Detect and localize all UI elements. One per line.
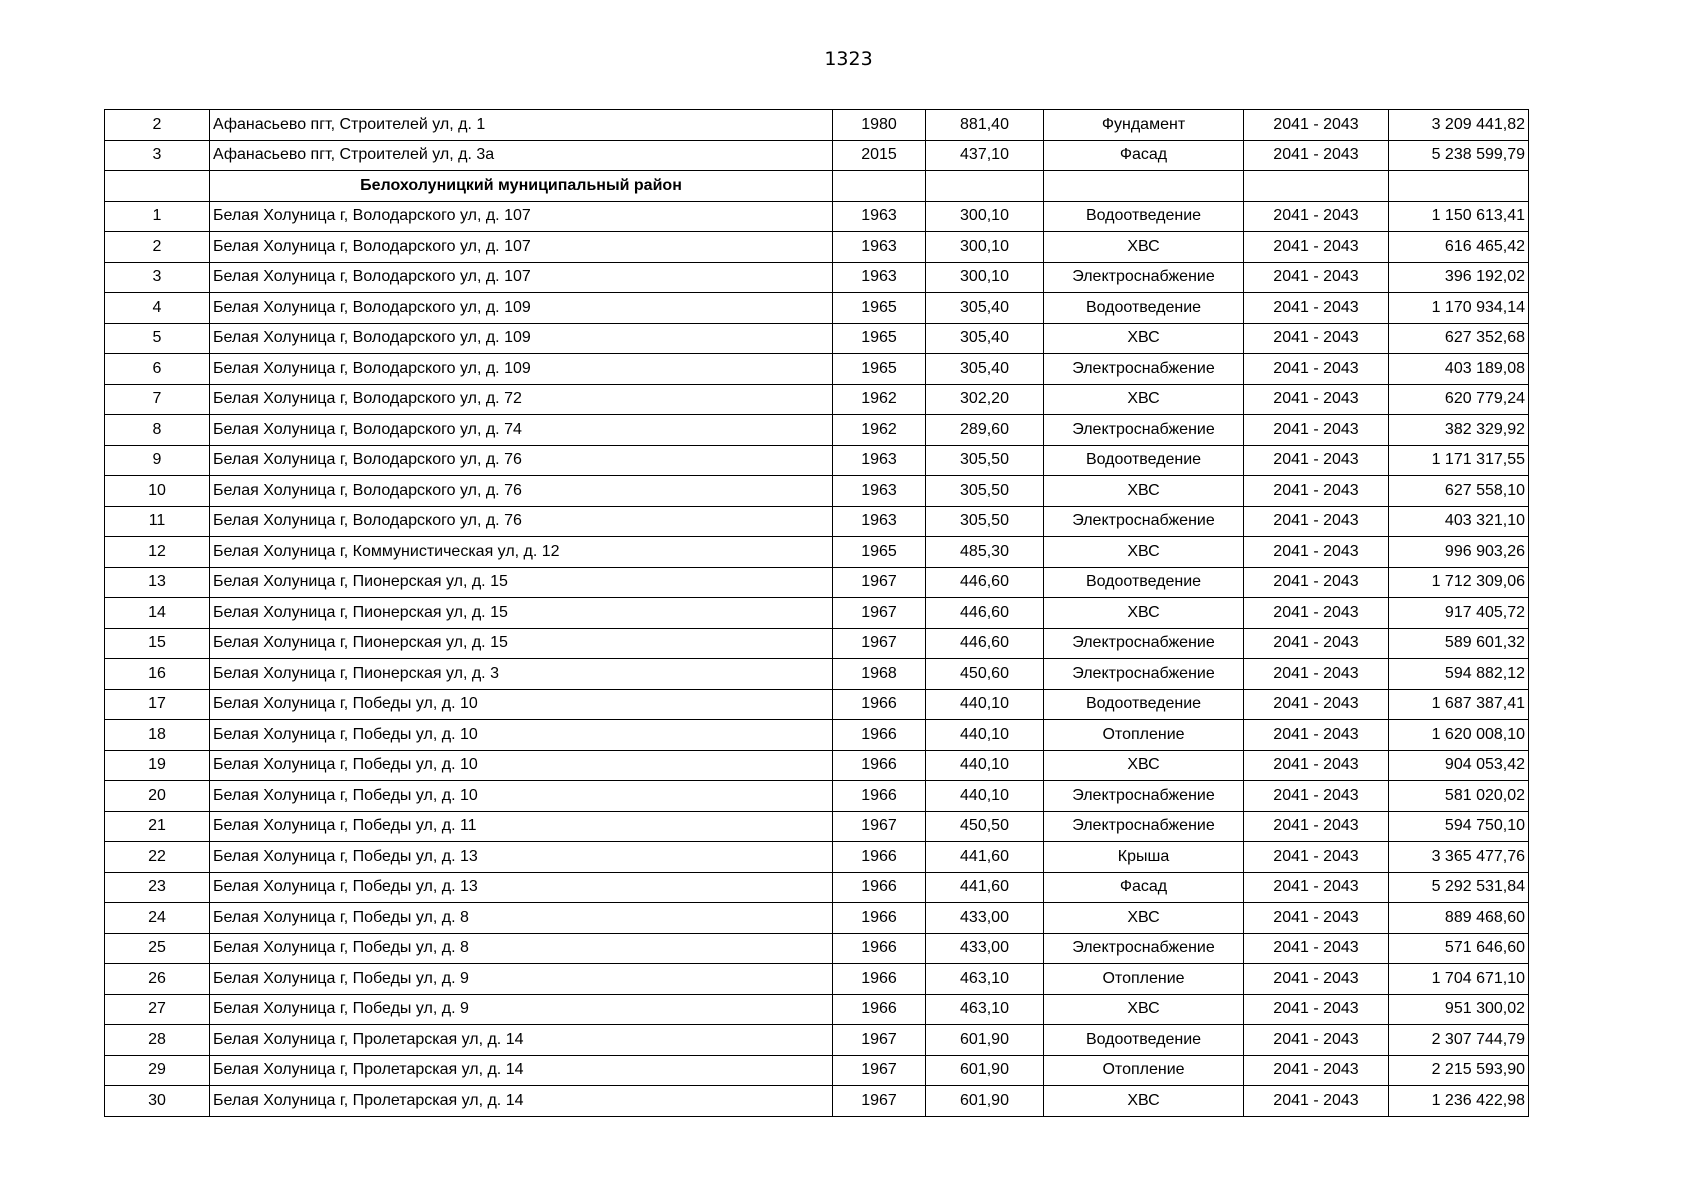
period-cell: 2041 - 2043 bbox=[1244, 598, 1389, 629]
work-type-cell: Крыша bbox=[1044, 842, 1244, 873]
address-cell: Белая Холуница г, Победы ул, д. 8 bbox=[210, 933, 833, 964]
row-number-cell: 1 bbox=[105, 201, 210, 232]
work-type-cell: Электроснабжение bbox=[1044, 933, 1244, 964]
work-type-cell: ХВС bbox=[1044, 598, 1244, 629]
table-row bbox=[105, 720, 1529, 751]
row-number-cell: 5 bbox=[105, 323, 210, 354]
build-year-cell: 1963 bbox=[833, 262, 926, 293]
row-number-cell: 6 bbox=[105, 354, 210, 385]
table-row bbox=[105, 537, 1529, 568]
build-year-cell: 1966 bbox=[833, 933, 926, 964]
period-cell: 2041 - 2043 bbox=[1244, 262, 1389, 293]
area-cell: 440,10 bbox=[926, 781, 1044, 812]
build-year-cell: 1965 bbox=[833, 293, 926, 324]
build-year-cell: 1962 bbox=[833, 415, 926, 446]
table-row bbox=[105, 323, 1529, 354]
work-type-cell: Электроснабжение bbox=[1044, 781, 1244, 812]
row-number-cell: 8 bbox=[105, 415, 210, 446]
build-year-cell: 1966 bbox=[833, 994, 926, 1025]
row-number-cell: 14 bbox=[105, 598, 210, 629]
table-row bbox=[105, 262, 1529, 293]
row-number-cell: 24 bbox=[105, 903, 210, 934]
row-number-cell: 4 bbox=[105, 293, 210, 324]
address-cell: Белая Холуница г, Пролетарская ул, д. 14 bbox=[210, 1086, 833, 1117]
cost-cell: 403 189,08 bbox=[1389, 354, 1529, 385]
work-type-cell: ХВС bbox=[1044, 537, 1244, 568]
cost-cell: 594 750,10 bbox=[1389, 811, 1529, 842]
period-cell: 2041 - 2043 bbox=[1244, 384, 1389, 415]
area-cell: 437,10 bbox=[926, 140, 1044, 171]
table-row bbox=[105, 110, 1529, 141]
cost-cell: 616 465,42 bbox=[1389, 232, 1529, 263]
period-cell: 2041 - 2043 bbox=[1244, 1086, 1389, 1117]
build-year-cell: 1980 bbox=[833, 110, 926, 141]
work-type-cell: Фасад bbox=[1044, 140, 1244, 171]
work-type-cell: Отопление bbox=[1044, 964, 1244, 995]
row-number-cell: 2 bbox=[105, 110, 210, 141]
area-cell: 446,60 bbox=[926, 567, 1044, 598]
address-cell: Белая Холуница г, Победы ул, д. 10 bbox=[210, 720, 833, 751]
work-type-cell: ХВС bbox=[1044, 994, 1244, 1025]
cost-cell: 627 352,68 bbox=[1389, 323, 1529, 354]
build-year-cell: 1966 bbox=[833, 903, 926, 934]
work-type-cell: Электроснабжение bbox=[1044, 354, 1244, 385]
build-year-cell: 1963 bbox=[833, 445, 926, 476]
address-cell: Белая Холуница г, Пионерская ул, д. 15 bbox=[210, 598, 833, 629]
area-cell: 305,50 bbox=[926, 445, 1044, 476]
area-cell: 463,10 bbox=[926, 994, 1044, 1025]
work-type-cell: ХВС bbox=[1044, 1086, 1244, 1117]
address-cell: Белая Холуница г, Пионерская ул, д. 15 bbox=[210, 628, 833, 659]
work-type-cell: Электроснабжение bbox=[1044, 415, 1244, 446]
build-year-cell: 1968 bbox=[833, 659, 926, 690]
work-type-cell: Фундамент bbox=[1044, 110, 1244, 141]
build-year-cell: 1967 bbox=[833, 1025, 926, 1056]
address-cell: Белая Холуница г, Володарского ул, д. 72 bbox=[210, 384, 833, 415]
address-cell: Белая Холуница г, Победы ул, д. 13 bbox=[210, 842, 833, 873]
period-cell: 2041 - 2043 bbox=[1244, 567, 1389, 598]
address-cell: Белая Холуница г, Победы ул, д. 8 bbox=[210, 903, 833, 934]
period-cell: 2041 - 2043 bbox=[1244, 781, 1389, 812]
area-cell: 300,10 bbox=[926, 262, 1044, 293]
cost-cell: 1 171 317,55 bbox=[1389, 445, 1529, 476]
cost-cell: 396 192,02 bbox=[1389, 262, 1529, 293]
build-year-cell: 1965 bbox=[833, 354, 926, 385]
work-type-cell: Водоотведение bbox=[1044, 1025, 1244, 1056]
address-cell: Белая Холуница г, Пролетарская ул, д. 14 bbox=[210, 1055, 833, 1086]
area-cell: 881,40 bbox=[926, 110, 1044, 141]
period-cell: 2041 - 2043 bbox=[1244, 750, 1389, 781]
row-number-cell: 7 bbox=[105, 384, 210, 415]
row-number-cell: 27 bbox=[105, 994, 210, 1025]
area-cell: 433,00 bbox=[926, 903, 1044, 934]
work-type-cell: ХВС bbox=[1044, 384, 1244, 415]
period-cell: 2041 - 2043 bbox=[1244, 354, 1389, 385]
period-cell: 2041 - 2043 bbox=[1244, 994, 1389, 1025]
section-title: Белохолуницкий муниципальный район bbox=[210, 171, 833, 202]
empty-cell bbox=[105, 171, 210, 202]
row-number-cell: 2 bbox=[105, 232, 210, 263]
area-cell: 440,10 bbox=[926, 720, 1044, 751]
cost-cell: 1 687 387,41 bbox=[1389, 689, 1529, 720]
cost-cell: 2 307 744,79 bbox=[1389, 1025, 1529, 1056]
build-year-cell: 1967 bbox=[833, 567, 926, 598]
row-number-cell: 21 bbox=[105, 811, 210, 842]
build-year-cell: 1963 bbox=[833, 232, 926, 263]
address-cell: Белая Холуница г, Победы ул, д. 10 bbox=[210, 689, 833, 720]
empty-cell bbox=[833, 171, 926, 202]
address-cell: Белая Холуница г, Победы ул, д. 10 bbox=[210, 781, 833, 812]
cost-cell: 581 020,02 bbox=[1389, 781, 1529, 812]
area-cell: 601,90 bbox=[926, 1086, 1044, 1117]
period-cell: 2041 - 2043 bbox=[1244, 842, 1389, 873]
build-year-cell: 1962 bbox=[833, 384, 926, 415]
address-cell: Белая Холуница г, Володарского ул, д. 109 bbox=[210, 293, 833, 324]
row-number-cell: 17 bbox=[105, 689, 210, 720]
table-row bbox=[105, 232, 1529, 263]
period-cell: 2041 - 2043 bbox=[1244, 293, 1389, 324]
cost-cell: 3 365 477,76 bbox=[1389, 842, 1529, 873]
table-row bbox=[105, 1025, 1529, 1056]
table-row bbox=[105, 781, 1529, 812]
period-cell: 2041 - 2043 bbox=[1244, 140, 1389, 171]
row-number-cell: 26 bbox=[105, 964, 210, 995]
work-type-cell: Электроснабжение bbox=[1044, 262, 1244, 293]
address-cell: Афанасьево пгт, Строителей ул, д. 3а bbox=[210, 140, 833, 171]
period-cell: 2041 - 2043 bbox=[1244, 628, 1389, 659]
area-cell: 300,10 bbox=[926, 232, 1044, 263]
table-row bbox=[105, 506, 1529, 537]
row-number-cell: 12 bbox=[105, 537, 210, 568]
area-cell: 446,60 bbox=[926, 628, 1044, 659]
cost-cell: 996 903,26 bbox=[1389, 537, 1529, 568]
address-cell: Белая Холуница г, Володарского ул, д. 107 bbox=[210, 201, 833, 232]
row-number-cell: 16 bbox=[105, 659, 210, 690]
build-year-cell: 1965 bbox=[833, 323, 926, 354]
period-cell: 2041 - 2043 bbox=[1244, 1025, 1389, 1056]
work-type-cell: Водоотведение bbox=[1044, 201, 1244, 232]
period-cell: 2041 - 2043 bbox=[1244, 933, 1389, 964]
work-type-cell: ХВС bbox=[1044, 476, 1244, 507]
row-number-cell: 9 bbox=[105, 445, 210, 476]
row-number-cell: 10 bbox=[105, 476, 210, 507]
period-cell: 2041 - 2043 bbox=[1244, 110, 1389, 141]
area-cell: 305,50 bbox=[926, 506, 1044, 537]
build-year-cell: 1963 bbox=[833, 201, 926, 232]
area-cell: 305,50 bbox=[926, 476, 1044, 507]
cost-cell: 3 209 441,82 bbox=[1389, 110, 1529, 141]
address-cell: Белая Холуница г, Володарского ул, д. 109 bbox=[210, 323, 833, 354]
empty-cell bbox=[1244, 171, 1389, 202]
work-type-cell: ХВС bbox=[1044, 750, 1244, 781]
cost-cell: 589 601,32 bbox=[1389, 628, 1529, 659]
row-number-cell: 15 bbox=[105, 628, 210, 659]
period-cell: 2041 - 2043 bbox=[1244, 445, 1389, 476]
address-cell: Белая Холуница г, Володарского ул, д. 76 bbox=[210, 506, 833, 537]
table-row bbox=[105, 842, 1529, 873]
period-cell: 2041 - 2043 bbox=[1244, 811, 1389, 842]
table-row bbox=[105, 994, 1529, 1025]
area-cell: 440,10 bbox=[926, 689, 1044, 720]
section-row bbox=[105, 171, 1529, 202]
work-type-cell: ХВС bbox=[1044, 903, 1244, 934]
address-cell: Белая Холуница г, Володарского ул, д. 109 bbox=[210, 354, 833, 385]
table-row bbox=[105, 689, 1529, 720]
period-cell: 2041 - 2043 bbox=[1244, 506, 1389, 537]
cost-cell: 1 620 008,10 bbox=[1389, 720, 1529, 751]
cost-cell: 951 300,02 bbox=[1389, 994, 1529, 1025]
table-row bbox=[105, 384, 1529, 415]
table-body bbox=[105, 110, 1529, 1117]
address-cell: Белая Холуница г, Володарского ул, д. 107 bbox=[210, 232, 833, 263]
row-number-cell: 19 bbox=[105, 750, 210, 781]
page-number: 1323 bbox=[824, 48, 873, 70]
row-number-cell: 3 bbox=[105, 262, 210, 293]
build-year-cell: 1966 bbox=[833, 842, 926, 873]
period-cell: 2041 - 2043 bbox=[1244, 323, 1389, 354]
cost-cell: 1 712 309,06 bbox=[1389, 567, 1529, 598]
area-cell: 441,60 bbox=[926, 872, 1044, 903]
row-number-cell: 28 bbox=[105, 1025, 210, 1056]
area-cell: 305,40 bbox=[926, 323, 1044, 354]
cost-cell: 594 882,12 bbox=[1389, 659, 1529, 690]
table-row bbox=[105, 903, 1529, 934]
cost-cell: 889 468,60 bbox=[1389, 903, 1529, 934]
period-cell: 2041 - 2043 bbox=[1244, 232, 1389, 263]
row-number-cell: 20 bbox=[105, 781, 210, 812]
cost-cell: 627 558,10 bbox=[1389, 476, 1529, 507]
work-type-cell: Электроснабжение bbox=[1044, 659, 1244, 690]
empty-cell bbox=[1044, 171, 1244, 202]
period-cell: 2041 - 2043 bbox=[1244, 415, 1389, 446]
area-cell: 450,50 bbox=[926, 811, 1044, 842]
period-cell: 2041 - 2043 bbox=[1244, 201, 1389, 232]
build-year-cell: 1966 bbox=[833, 781, 926, 812]
table-row bbox=[105, 750, 1529, 781]
address-cell: Белая Холуница г, Володарского ул, д. 107 bbox=[210, 262, 833, 293]
area-cell: 289,60 bbox=[926, 415, 1044, 446]
area-cell: 305,40 bbox=[926, 354, 1044, 385]
row-number-cell: 18 bbox=[105, 720, 210, 751]
address-cell: Афанасьево пгт, Строителей ул, д. 1 bbox=[210, 110, 833, 141]
work-type-cell: Отопление bbox=[1044, 1055, 1244, 1086]
period-cell: 2041 - 2043 bbox=[1244, 476, 1389, 507]
work-type-cell: Водоотведение bbox=[1044, 293, 1244, 324]
table-row bbox=[105, 140, 1529, 171]
work-type-cell: Электроснабжение bbox=[1044, 506, 1244, 537]
cost-cell: 1 704 671,10 bbox=[1389, 964, 1529, 995]
cost-cell: 403 321,10 bbox=[1389, 506, 1529, 537]
work-type-cell: Водоотведение bbox=[1044, 689, 1244, 720]
build-year-cell: 1966 bbox=[833, 872, 926, 903]
table-row bbox=[105, 598, 1529, 629]
build-year-cell: 1966 bbox=[833, 689, 926, 720]
period-cell: 2041 - 2043 bbox=[1244, 537, 1389, 568]
area-cell: 440,10 bbox=[926, 750, 1044, 781]
cost-cell: 620 779,24 bbox=[1389, 384, 1529, 415]
work-type-cell: Электроснабжение bbox=[1044, 628, 1244, 659]
address-cell: Белая Холуница г, Победы ул, д. 11 bbox=[210, 811, 833, 842]
address-cell: Белая Холуница г, Победы ул, д. 9 bbox=[210, 994, 833, 1025]
work-type-cell: ХВС bbox=[1044, 232, 1244, 263]
area-cell: 302,20 bbox=[926, 384, 1044, 415]
area-cell: 433,00 bbox=[926, 933, 1044, 964]
cost-cell: 5 292 531,84 bbox=[1389, 872, 1529, 903]
address-cell: Белая Холуница г, Победы ул, д. 9 bbox=[210, 964, 833, 995]
area-cell: 485,30 bbox=[926, 537, 1044, 568]
period-cell: 2041 - 2043 bbox=[1244, 659, 1389, 690]
work-type-cell: Водоотведение bbox=[1044, 445, 1244, 476]
cost-cell: 2 215 593,90 bbox=[1389, 1055, 1529, 1086]
address-cell: Белая Холуница г, Володарского ул, д. 76 bbox=[210, 476, 833, 507]
row-number-cell: 23 bbox=[105, 872, 210, 903]
build-year-cell: 1967 bbox=[833, 1055, 926, 1086]
table-row bbox=[105, 293, 1529, 324]
build-year-cell: 1963 bbox=[833, 476, 926, 507]
repair-program-table bbox=[104, 109, 1529, 1117]
table-row bbox=[105, 415, 1529, 446]
row-number-cell: 13 bbox=[105, 567, 210, 598]
build-year-cell: 1967 bbox=[833, 1086, 926, 1117]
build-year-cell: 1967 bbox=[833, 598, 926, 629]
area-cell: 601,90 bbox=[926, 1025, 1044, 1056]
area-cell: 441,60 bbox=[926, 842, 1044, 873]
row-number-cell: 25 bbox=[105, 933, 210, 964]
cost-cell: 1 150 613,41 bbox=[1389, 201, 1529, 232]
area-cell: 601,90 bbox=[926, 1055, 1044, 1086]
table-row bbox=[105, 1086, 1529, 1117]
address-cell: Белая Холуница г, Пионерская ул, д. 3 bbox=[210, 659, 833, 690]
empty-cell bbox=[926, 171, 1044, 202]
period-cell: 2041 - 2043 bbox=[1244, 720, 1389, 751]
table-row bbox=[105, 872, 1529, 903]
area-cell: 450,60 bbox=[926, 659, 1044, 690]
period-cell: 2041 - 2043 bbox=[1244, 872, 1389, 903]
address-cell: Белая Холуница г, Победы ул, д. 10 bbox=[210, 750, 833, 781]
table-row bbox=[105, 628, 1529, 659]
row-number-cell: 3 bbox=[105, 140, 210, 171]
work-type-cell: Электроснабжение bbox=[1044, 811, 1244, 842]
cost-cell: 904 053,42 bbox=[1389, 750, 1529, 781]
address-cell: Белая Холуница г, Володарского ул, д. 76 bbox=[210, 445, 833, 476]
address-cell: Белая Холуница г, Володарского ул, д. 74 bbox=[210, 415, 833, 446]
cost-cell: 382 329,92 bbox=[1389, 415, 1529, 446]
work-type-cell: Фасад bbox=[1044, 872, 1244, 903]
build-year-cell: 2015 bbox=[833, 140, 926, 171]
build-year-cell: 1966 bbox=[833, 750, 926, 781]
build-year-cell: 1963 bbox=[833, 506, 926, 537]
row-number-cell: 30 bbox=[105, 1086, 210, 1117]
build-year-cell: 1965 bbox=[833, 537, 926, 568]
work-type-cell: Отопление bbox=[1044, 720, 1244, 751]
work-type-cell: Водоотведение bbox=[1044, 567, 1244, 598]
area-cell: 446,60 bbox=[926, 598, 1044, 629]
table-row bbox=[105, 476, 1529, 507]
build-year-cell: 1967 bbox=[833, 628, 926, 659]
row-number-cell: 29 bbox=[105, 1055, 210, 1086]
address-cell: Белая Холуница г, Пролетарская ул, д. 14 bbox=[210, 1025, 833, 1056]
empty-cell bbox=[1389, 171, 1529, 202]
period-cell: 2041 - 2043 bbox=[1244, 903, 1389, 934]
period-cell: 2041 - 2043 bbox=[1244, 964, 1389, 995]
address-cell: Белая Холуница г, Коммунистическая ул, д. 12 bbox=[210, 537, 833, 568]
table-row bbox=[105, 933, 1529, 964]
cost-cell: 1 170 934,14 bbox=[1389, 293, 1529, 324]
cost-cell: 917 405,72 bbox=[1389, 598, 1529, 629]
period-cell: 2041 - 2043 bbox=[1244, 689, 1389, 720]
table-row bbox=[105, 964, 1529, 995]
table-row bbox=[105, 354, 1529, 385]
cost-cell: 571 646,60 bbox=[1389, 933, 1529, 964]
table-row bbox=[105, 659, 1529, 690]
table-row bbox=[105, 567, 1529, 598]
build-year-cell: 1966 bbox=[833, 964, 926, 995]
address-cell: Белая Холуница г, Пионерская ул, д. 15 bbox=[210, 567, 833, 598]
table-row bbox=[105, 201, 1529, 232]
table-row bbox=[105, 811, 1529, 842]
cost-cell: 1 236 422,98 bbox=[1389, 1086, 1529, 1117]
build-year-cell: 1966 bbox=[833, 720, 926, 751]
row-number-cell: 22 bbox=[105, 842, 210, 873]
area-cell: 305,40 bbox=[926, 293, 1044, 324]
area-cell: 463,10 bbox=[926, 964, 1044, 995]
build-year-cell: 1967 bbox=[833, 811, 926, 842]
address-cell: Белая Холуница г, Победы ул, д. 13 bbox=[210, 872, 833, 903]
table-row bbox=[105, 445, 1529, 476]
row-number-cell: 11 bbox=[105, 506, 210, 537]
cost-cell: 5 238 599,79 bbox=[1389, 140, 1529, 171]
table-row bbox=[105, 1055, 1529, 1086]
area-cell: 300,10 bbox=[926, 201, 1044, 232]
work-type-cell: ХВС bbox=[1044, 323, 1244, 354]
period-cell: 2041 - 2043 bbox=[1244, 1055, 1389, 1086]
